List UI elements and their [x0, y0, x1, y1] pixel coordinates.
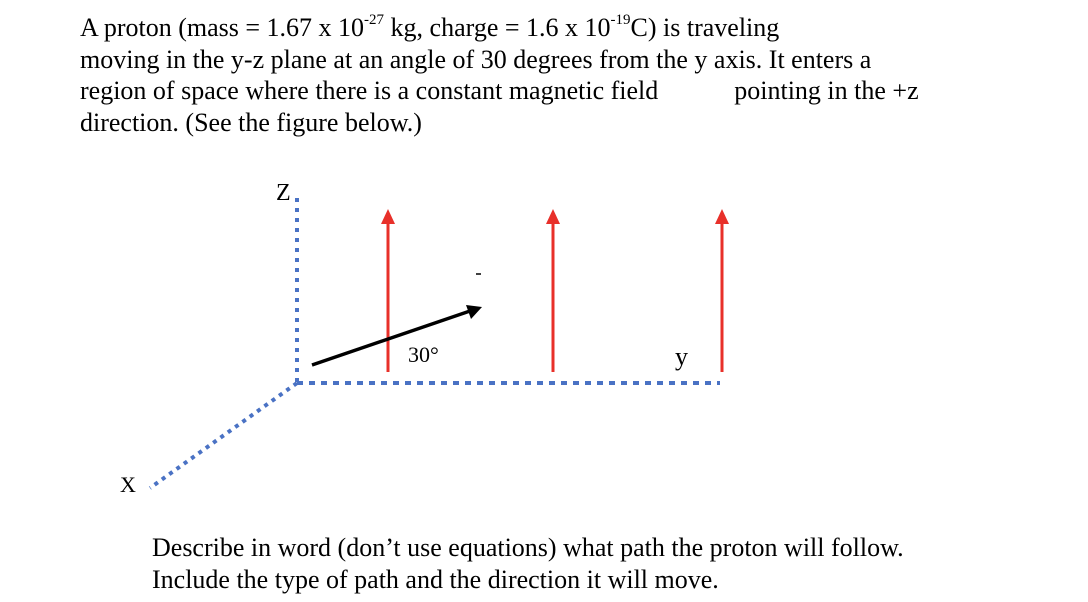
question-line-1: Describe in word (don’t use equations) what path the proton will follow. [152, 533, 904, 562]
question-line-2: Include the type of path and the direction it will move. [152, 564, 719, 594]
mass-exponent: -27 [364, 12, 385, 29]
problem-line-2: moving in the y-z plane at an angle of 30 degrees from the y axis. It enters a [80, 44, 872, 74]
question-text [152, 532, 904, 595]
x-axis [150, 383, 297, 488]
problem-line-3-text-a: region of space where there is a constant magnetic field [80, 76, 659, 105]
z-axis-label: Z [276, 180, 291, 206]
field-arrow-3 [715, 209, 729, 372]
problem-line-4: direction. (See the figure below.) [80, 107, 422, 137]
problem-line-1-text-a: A proton (mass = 1.67 x 10 [80, 13, 365, 42]
angle-label: 30° [408, 342, 439, 367]
charge-exponent: -19 [610, 12, 631, 29]
problem-line-3-text-b: pointing in the +z [734, 76, 919, 105]
velocity-arrow [312, 305, 482, 365]
field-arrow-1 [381, 209, 395, 372]
y-axis-label: y [675, 342, 688, 371]
x-axis-label: X [120, 472, 136, 497]
field-arrow-2 [546, 209, 560, 372]
problem-line-1-text-c: C) is traveling [630, 13, 780, 42]
problem-line-1-text-b: kg, charge = 1.6 x 10 [384, 13, 611, 42]
